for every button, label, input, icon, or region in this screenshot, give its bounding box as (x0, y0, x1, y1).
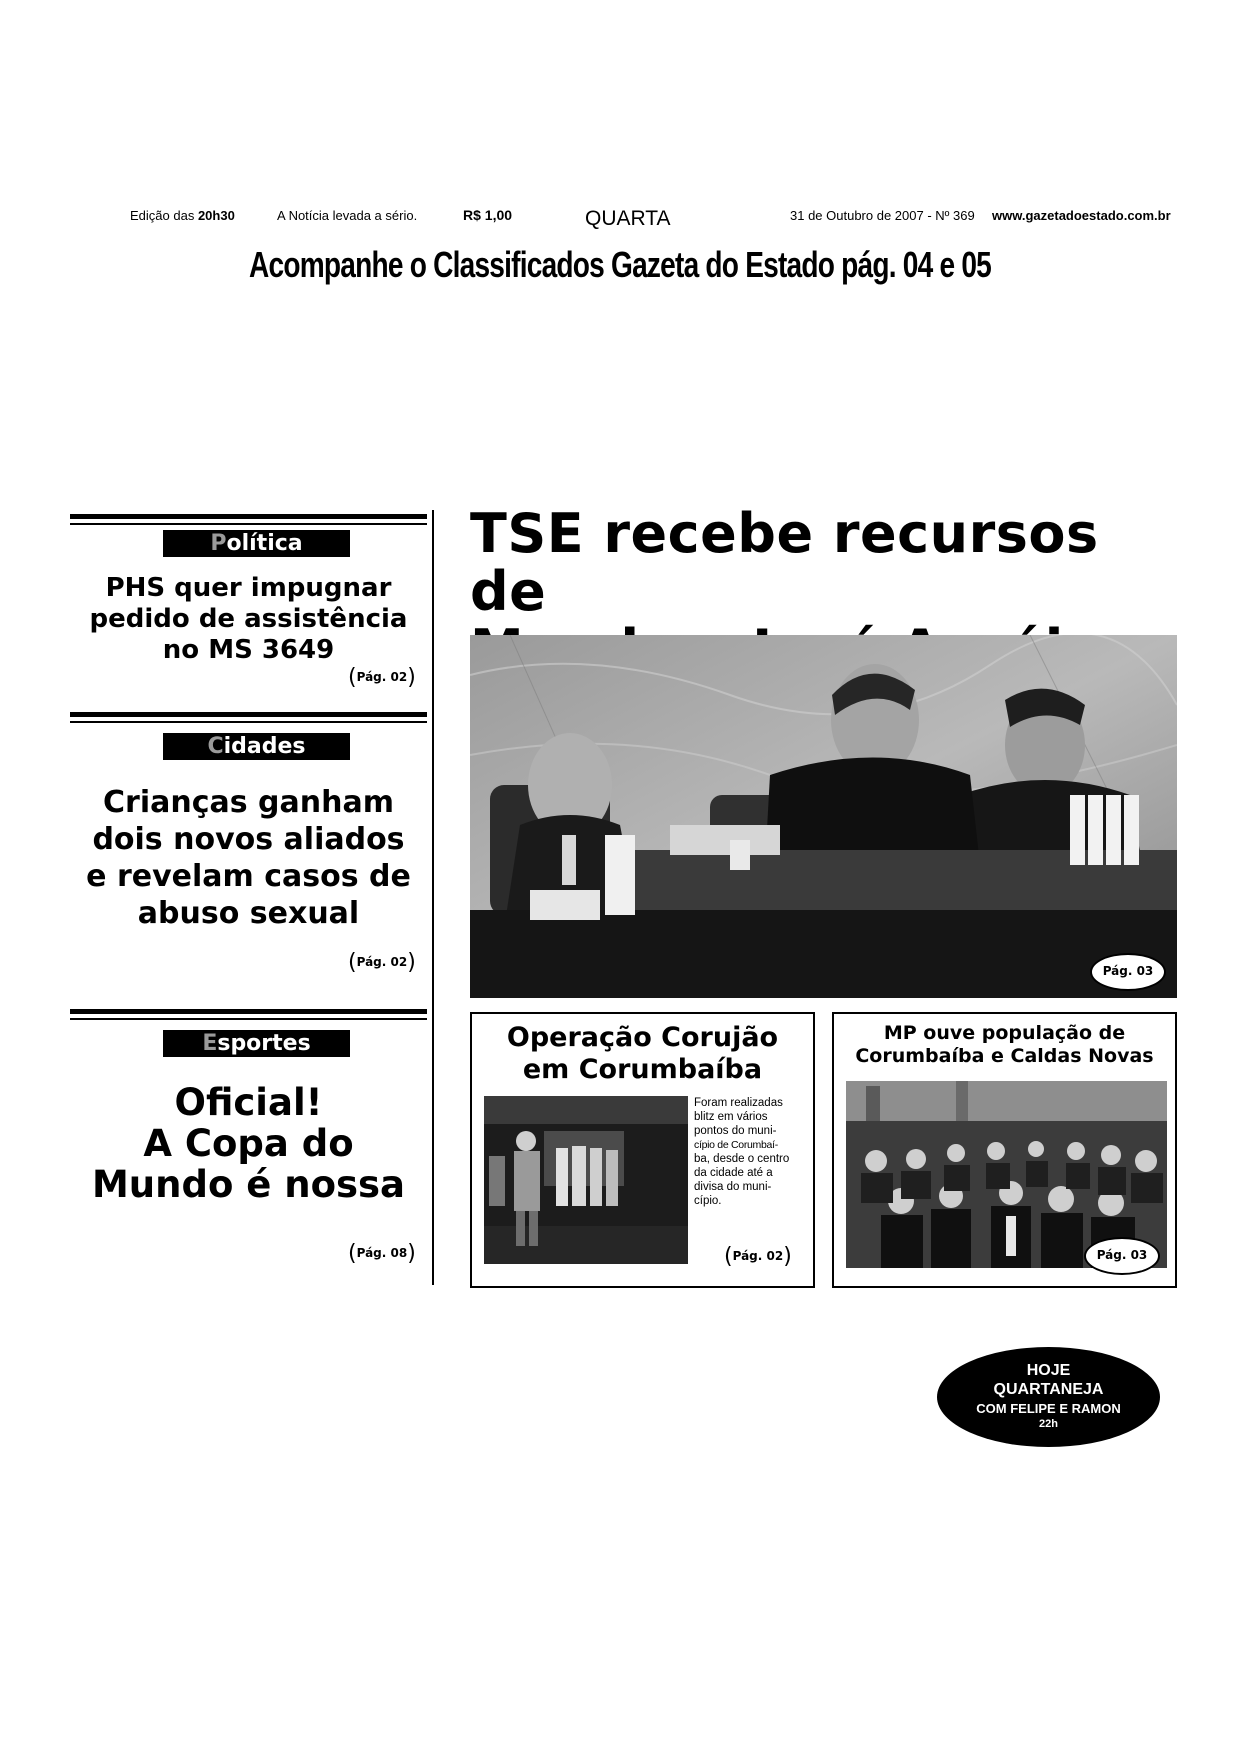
headline-line: pedido de assistência (89, 604, 408, 634)
body-line: blitz em vários (694, 1111, 768, 1123)
headline-cidades[interactable] (70, 784, 427, 932)
section-rule (70, 514, 427, 519)
body-line: divisa do muni- (694, 1181, 772, 1193)
headline-line: Mundo é nossa (91, 1163, 406, 1206)
headline-line: PHS quer impugnar (105, 573, 392, 603)
headline-line: dois novos aliados (92, 822, 405, 857)
title-line: Operação Corujão (506, 1022, 779, 1053)
page-ref-main[interactable] (1090, 953, 1166, 991)
corujao-photo-police-blitz[interactable] (484, 1096, 688, 1264)
column-divider (432, 510, 434, 1285)
body-line: Foram realizadas (694, 1097, 783, 1109)
price: R$ 1,00 (463, 207, 513, 223)
headline-line: abuso sexual (137, 896, 360, 931)
page-ref-text: Pág. 02 (356, 670, 408, 684)
weekday: QUARTA (585, 207, 671, 230)
section-initial: E (202, 1031, 218, 1056)
headline-line: Oficial! (174, 1081, 323, 1124)
story-title-mp (834, 1022, 1175, 1068)
page-ref-politica[interactable]: (Pág. 02) (348, 665, 416, 690)
event-promo-oval[interactable] (937, 1347, 1160, 1447)
section-initial: C (207, 734, 224, 759)
event-line: 22h (1039, 1418, 1058, 1430)
headline-line: Crianças ganham (103, 785, 394, 820)
story-body-corujao (694, 1096, 804, 1208)
slogan: A Notícia levada a sério. (277, 208, 418, 223)
page-ref-esportes[interactable]: (Pág. 08) (348, 1241, 416, 1266)
body-line: ba, desde o centro (694, 1153, 790, 1165)
headline-politica[interactable] (70, 573, 427, 666)
section-rule (70, 721, 427, 723)
section-rule (70, 1009, 427, 1014)
body-line: pontos do muni- (694, 1125, 777, 1137)
edition-label (130, 208, 235, 228)
section-label-politica (163, 530, 350, 557)
story-box-corujao[interactable] (470, 1012, 815, 1288)
section-name: idades (223, 734, 306, 759)
section-rule (70, 523, 427, 525)
headline-esportes[interactable] (70, 1082, 427, 1205)
page-ref-text: Pág. 03 (1102, 964, 1154, 978)
headline-line: e revelam casos de (86, 859, 411, 894)
event-line: COM FELIPE E RAMON (976, 1401, 1121, 1416)
court-photo-illustration (470, 635, 1177, 998)
page-ref-text: Pág. 08 (356, 1246, 408, 1260)
page-ref-cidades[interactable]: (Pág. 02) (348, 950, 416, 975)
section-label-cidades (163, 733, 350, 760)
title-line: em Corumbaíba (522, 1054, 763, 1085)
classifieds-promo: Acompanhe o Classificados Gazeta do Estado pág. 04 e 05 (248, 244, 992, 285)
headline-line: A Copa do (143, 1122, 354, 1165)
section-rule (70, 712, 427, 717)
headline-line: no MS 3649 (162, 635, 335, 665)
event-line: QUARTANEJA (993, 1381, 1104, 1398)
blitz-photo-illustration (484, 1096, 688, 1264)
page-ref-mp[interactable] (1084, 1237, 1160, 1275)
story-title-corujao (472, 1022, 813, 1086)
page-ref-text: Pág. 03 (1096, 1248, 1148, 1262)
page-ref-corujao[interactable]: (Pág. 02) (724, 1244, 792, 1269)
body-line: cípio de Corumbaí- (694, 1139, 778, 1151)
section-name: sportes (217, 1031, 311, 1056)
section-rule (70, 1018, 427, 1020)
edition-time: 20h30 (197, 208, 235, 223)
section-name: olítica (226, 531, 303, 556)
main-photo-court-session[interactable] (470, 635, 1177, 998)
body-line: da cidade até a (694, 1167, 773, 1179)
page-ref-text: Pág. 02 (732, 1249, 784, 1263)
title-line: Corumbaíba e Caldas Novas (855, 1045, 1154, 1067)
title-line: MP ouve população de (883, 1022, 1126, 1044)
headline-line: TSE recebe recursos de (470, 502, 1099, 623)
date-issue: 31 de Outubro de 2007 - Nº 369 (790, 208, 975, 223)
story-box-mp[interactable] (832, 1012, 1177, 1288)
section-initial: P (210, 531, 227, 556)
event-line: HOJE (1026, 1362, 1071, 1379)
body-line: cípio. (694, 1195, 722, 1207)
page-ref-text: Pág. 02 (356, 955, 408, 969)
section-label-esportes (163, 1030, 350, 1057)
edition-prefix: Edição das (130, 208, 198, 223)
website: www.gazetadoestado.com.br (992, 208, 1171, 223)
